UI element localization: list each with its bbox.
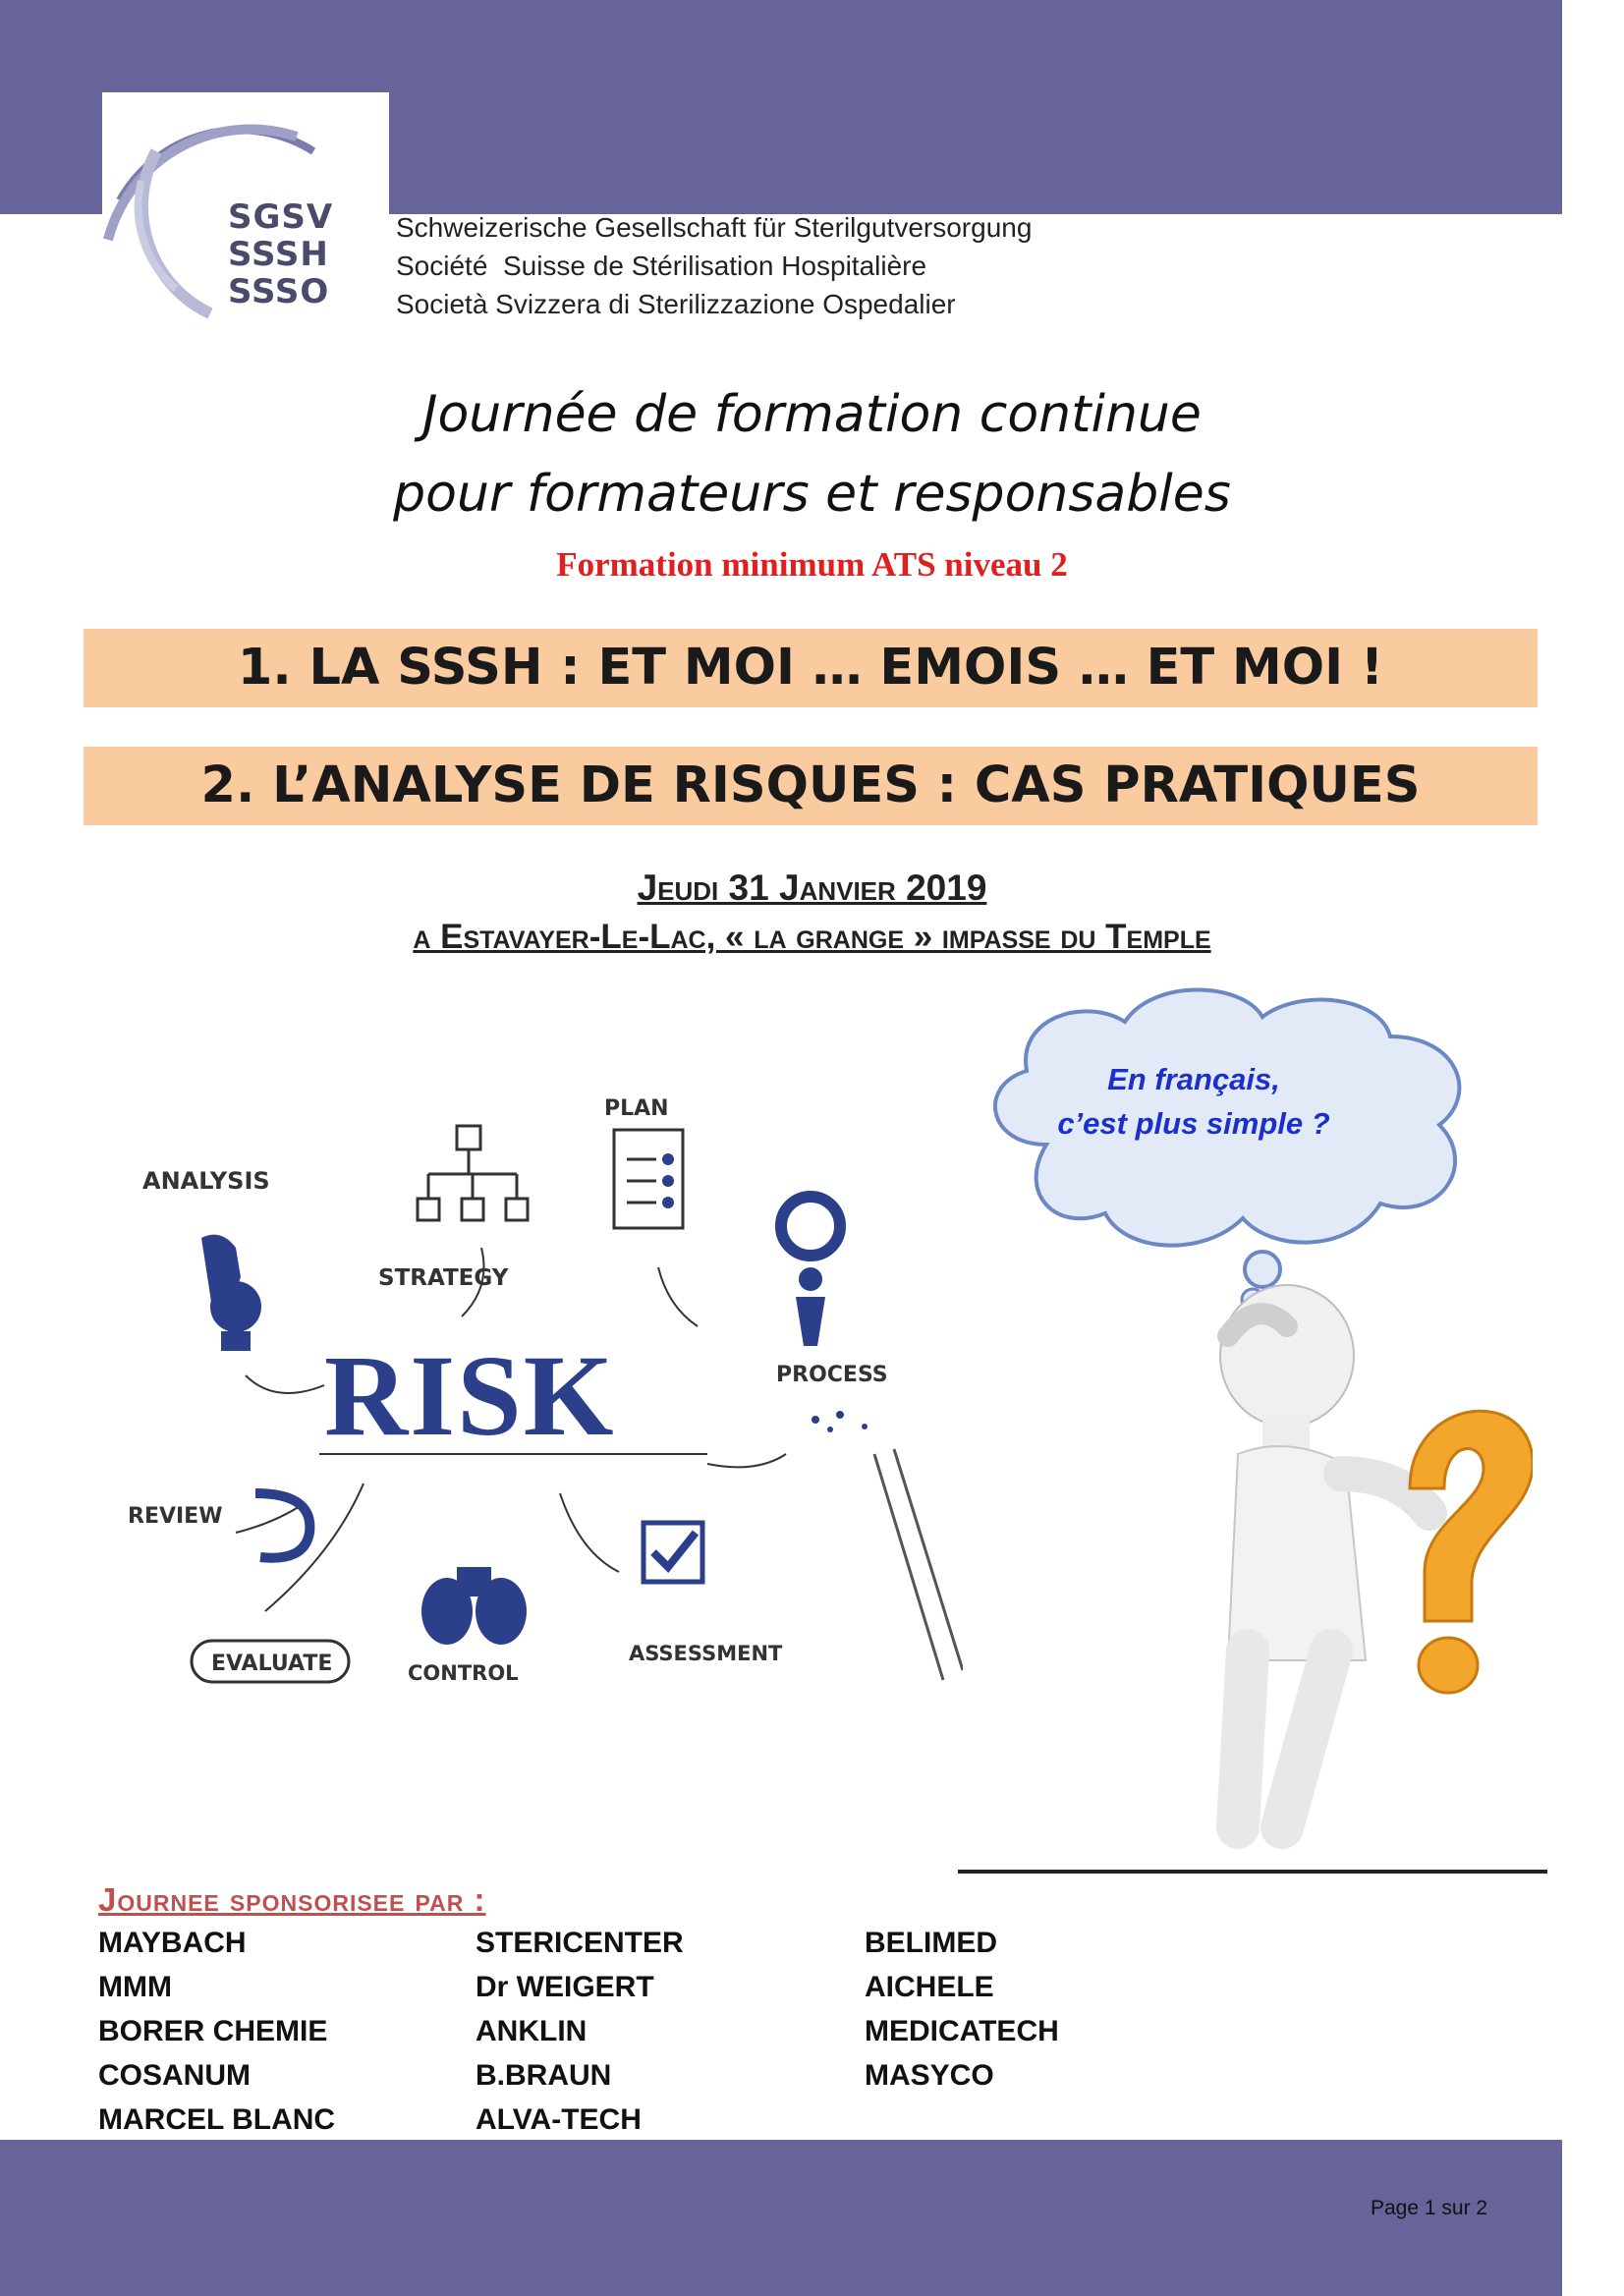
title-line-1: Journée de formation continue <box>422 385 1202 444</box>
analysis-icon <box>201 1235 261 1351</box>
sponsor-column-3 <box>865 1921 1059 2098</box>
title-line-2: pour formateurs et responsables <box>393 465 1231 524</box>
sponsor-name: MEDICATECH <box>865 2015 1059 2047</box>
pencil-icon <box>874 1449 963 1680</box>
review-arrow-icon <box>255 1493 309 1558</box>
sponsor-name: BORER CHEMIE <box>98 2015 328 2047</box>
sponsors-heading: Journee sponsorisee par : <box>98 1881 486 1918</box>
sponsor-column-1 <box>98 1921 335 2142</box>
bubble-line-2: c’est plus simple ? <box>1057 1106 1330 1141</box>
sponsor-name: MAYBACH <box>98 1927 247 1959</box>
page-number: Page 1 sur 2 <box>1371 2197 1488 2219</box>
label-plan: PLAN <box>604 1096 669 1121</box>
label-control: CONTROL <box>408 1661 519 1685</box>
event-location: a Estavayer-Le-Lac, « la grange » impasse du Temple <box>413 918 1211 956</box>
label-review: REVIEW <box>128 1504 223 1529</box>
topic-2-banner: 2. L’ANALYSE DE RISQUES : CAS PRATIQUES <box>84 747 1538 825</box>
label-evaluate: EVALUATE <box>211 1652 333 1676</box>
event-date: Jeudi 31 Janvier 2019 <box>637 868 987 908</box>
sponsor-name: ALVA-TECH <box>476 2103 642 2136</box>
label-assessment: ASSESSMENT <box>629 1642 783 1665</box>
logo-text <box>228 198 333 310</box>
label-process: PROCESS <box>776 1363 888 1387</box>
org-name-de: Schweizerische Gesellschaft für Sterilgutversorgung <box>396 212 1033 243</box>
org-name-fr: Société Suisse de Stérilisation Hospitalière <box>396 251 927 281</box>
org-name-it: Società Svizzera di Sterilizzazione Ospedalier <box>396 289 956 319</box>
separator-line <box>958 1870 1547 1874</box>
sponsor-name: MASYCO <box>865 2059 994 2092</box>
logo-line: SSSO <box>228 272 330 311</box>
bubble-line-1: En français, <box>1107 1062 1280 1096</box>
process-icon <box>781 1197 840 1346</box>
sponsor-name: STERICENTER <box>476 1927 684 1959</box>
sponsor-name: Dr WEIGERT <box>476 1971 654 2003</box>
thinking-figure <box>1159 1267 1533 1857</box>
sponsor-column-2 <box>476 1921 684 2142</box>
sponsor-name: ANKLIN <box>476 2015 588 2047</box>
risk-diagram <box>108 1061 963 1729</box>
label-strategy: STRATEGY <box>378 1265 509 1291</box>
bottom-band <box>0 2140 1562 2296</box>
strategy-icon <box>418 1126 528 1220</box>
bubble-text <box>1032 1057 1356 1146</box>
organization-names <box>396 208 1032 323</box>
logo <box>102 92 389 330</box>
binoculars-icon <box>421 1567 527 1645</box>
logo-line: SGSV <box>228 197 334 237</box>
sponsor-name: B.BRAUN <box>476 2059 612 2092</box>
sponsor-name: MARCEL BLANC <box>98 2103 336 2136</box>
label-analysis: ANALYSIS <box>142 1167 270 1195</box>
sponsor-name: BELIMED <box>865 1927 997 1959</box>
checkbox-icon <box>644 1523 702 1582</box>
subtitle: Formation minimum ATS niveau 2 <box>556 545 1068 584</box>
sponsor-name: MMM <box>98 1971 172 2003</box>
logo-line: SSSH <box>228 235 329 274</box>
topic-1-banner: 1. LA SSSH : ET MOI … EMOIS … ET MOI ! <box>84 629 1538 707</box>
risk-word: RISK <box>324 1331 616 1460</box>
sponsor-name: COSANUM <box>98 2059 251 2092</box>
sponsor-name: AICHELE <box>865 1971 994 2003</box>
plan-icon <box>614 1130 683 1228</box>
